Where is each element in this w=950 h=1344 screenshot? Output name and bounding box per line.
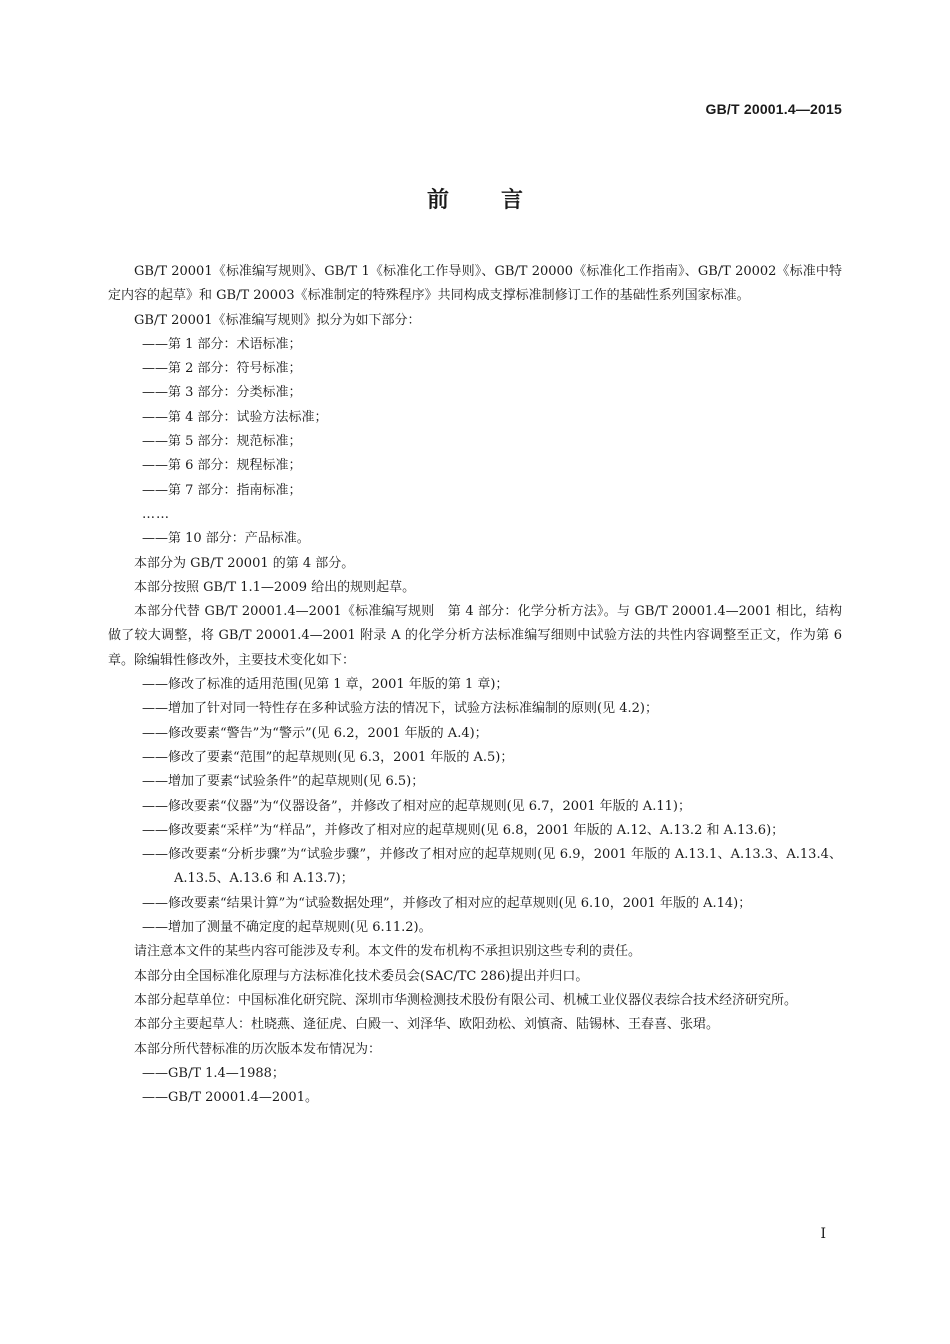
- parts-list-item: ——第 10 部分：产品标准。: [142, 531, 310, 547]
- change-list-item: ——修改了标准的适用范围(见第 1 章，2001 年版的第 1 章)；: [142, 677, 509, 693]
- title-char-1: 前: [426, 188, 449, 213]
- body-paragraph: 本部分由全国标准化原理与方法标准化技术委员会(SAC/TC 286)提出并归口。: [134, 968, 589, 984]
- body-paragraph: 本部分为 GB/T 20001 的第 4 部分。: [134, 555, 355, 571]
- body-paragraph: 本部分主要起草人：杜晓燕、逄征虎、白殿一、刘泽华、欧阳劲松、刘慎斋、陆锡林、王春喜、张珺。: [134, 1017, 720, 1033]
- body-paragraph: 本部分代替 GB/T 20001.4—2001《标准编写规则 第 4 部分：化学分析方法》。与 GB/T 20001.4—2001 相比，结构做了较大调整，将 GB/T 20001.4—2001 附录 A 的化学分析方法标准编写细则中试验方法的共性内容调整至正文，作为第 6 章。除编辑性修改外，主要技术变化如下：: [108, 604, 842, 668]
- parts-list-item: ——第 6 部分：规程标准；: [142, 458, 302, 474]
- body-paragraph: 本部分起草单位：中国标准化研究院、深圳市华测检测技术股份有限公司、机械工业仪器仪表综合技术经济研究所。: [134, 992, 798, 1008]
- change-list-item: ——增加了要素“试验条件”的起草规则(见 6.5)；: [142, 774, 425, 790]
- change-list-item: ——修改了要素“范围”的起草规则(见 6.3，2001 年版的 A.5)；: [142, 749, 514, 765]
- history-list-item: ——GB/T 1.4—1988；: [142, 1065, 285, 1081]
- page-title: [0, 183, 950, 214]
- title-char-2: 言: [501, 188, 524, 213]
- change-list-item: ——修改要素“仪器”为“仪器设备”，并修改了相对应的起草规则(见 6.7，2001 年版的 A.11)；: [142, 798, 691, 814]
- parts-list-item: ——第 4 部分：试验方法标准；: [142, 409, 328, 425]
- parts-list-item: ——第 7 部分：指南标准；: [142, 482, 302, 498]
- parts-list-item: ——第 3 部分：分类标准；: [142, 385, 302, 401]
- change-list-item: ——修改要素“分析步骤”为“试验步骤”，并修改了相对应的起草规则(见 6.9，2001 年版的 A.13.1、A.13.3、A.13.4、A.13.5、A.13.6 和 A.13.7)；: [142, 847, 842, 887]
- parts-list-item: ——第 5 部分：规范标准；: [142, 434, 302, 450]
- parts-list-item: ——第 1 部分：术语标准；: [142, 336, 302, 352]
- body-paragraph: 本部分按照 GB/T 1.1—2009 给出的规则起草。: [134, 579, 416, 595]
- history-list-item: ——GB/T 20001.4—2001。: [142, 1090, 318, 1106]
- ellipsis: ……: [142, 506, 170, 522]
- change-list-item: ——增加了测量不确定度的起草规则(见 6.11.2)。: [142, 920, 432, 936]
- intro-paragraph: GB/T 20001《标准编写规则》拟分为如下部分：: [134, 312, 421, 328]
- body-paragraph: 请注意本文件的某些内容可能涉及专利。本文件的发布机构不承担识别这些专利的责任。: [134, 944, 642, 960]
- change-list-item: ——修改要素“结果计算”为“试验数据处理”，并修改了相对应的起草规则(见 6.10，2001 年版的 A.14)；: [142, 895, 752, 911]
- standard-code: GB/T 20001.4—2015: [705, 101, 842, 117]
- change-list-item: ——修改要素“采样”为“样品”，并修改了相对应的起草规则(见 6.8，2001 年版的 A.12、A.13.2 和 A.13.6)；: [142, 822, 785, 838]
- foreword-body: [108, 260, 842, 1110]
- intro-paragraph: GB/T 20001《标准编写规则》、GB/T 1《标准化工作导则》、GB/T 20000《标准化工作指南》、GB/T 20002《标准中特定内容的起草》和 GB/T 20003《标准制定的特殊程序》共同构成支撑标准制修订工作的基础性系列国家标准。: [108, 264, 842, 304]
- change-list-item: ——增加了针对同一特性存在多种试验方法的情况下，试验方法标准编制的原则(见 4.2)；: [142, 701, 658, 717]
- parts-list-item: ——第 2 部分：符号标准；: [142, 361, 302, 377]
- page-number: I: [820, 1226, 826, 1242]
- change-list-item: ——修改要素“警告”为“警示”(见 6.2，2001 年版的 A.4)；: [142, 725, 488, 741]
- body-paragraph: 本部分所代替标准的历次版本发布情况为：: [134, 1041, 382, 1057]
